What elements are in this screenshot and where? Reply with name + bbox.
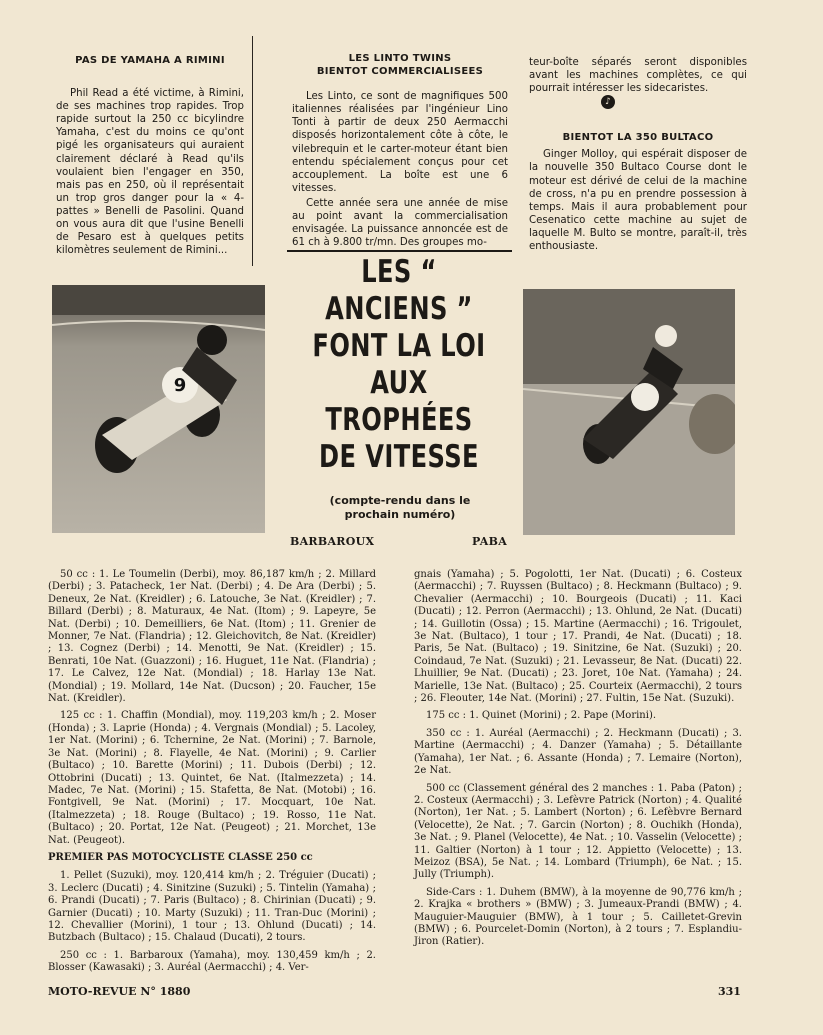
results-125cc: 125 cc : 1. Chaffin (Mondial), moy. 119,203 km/h ; 2. Moser (Honda) ; 3. Laprie (Honda) ; 4. Vergnais (Mondial) ; 5. Lacoley, 1er Nat. (Morini) ; 6. Tchernine, 2e Nat. (Morini) ; 7. Barnole, 3e Nat. (Morini) ; 8. Flayelle, 4e Nat. (Morini) ; 9. Carlier (Bultaco) ; 10. Barette (Morini) ; 11. Dubois (Derbi) ; 12. Ottobrini (Ducati) ; 13. Quintet, 6e Nat. (Italmezzeta) ; 14. Madec, 7e Nat. (Morini) ; 15. Stafetta, 8e Nat. (Motobi) ; 16. Fontgivell, 9e Nat. (Morini) ; 17. Mocquart, 10e Nat. (Italmezzeta) ; 18. Rouge (Bultaco) ; 19. Rosso, 11e Nat. (Bultaco) ; 20. Portat, 12e Nat. (Peugeot) ; 21. Morchet, 13e Nat. (Peugeot). xyxy=(48,710,376,846)
caption-barbaroux: BARBAROUX xyxy=(290,535,375,548)
middle-article-heading-2: BIENTOT COMMERCIALISEES xyxy=(316,66,484,78)
results-50cc: 50 cc : 1. Le Toumelin (Derbi), moy. 86,187 km/h ; 2. Millard (Derbi) ; 3. Patacheck, 1er Nat. (Derbi) ; 4. De Ara (Derbi) ; 5. Deneux, 2e Nat. (Kreidler) ; 6. Latouche, 3e Nat. (Kreidler) ; 7. Billard (Derbi) ; 8. Maturaux, 4e Nat. (Itom) ; 9. Lapeyre, 5e Nat. (Derbi) ; 10. Demeilliers, 6e Nat. (Itom) ; 11. Grenier de Monner, 7e Nat. (Flandria) ; 12. Gleichovitch, 8e Nat. (Kreidler) ; 13. Cognez (Derbi) ; 14. Menotti, 9e Nat. (Kreidler) ; 15. Benrati, 10e Nat. (Guazzoni) ; 16. Huguet, 11e Nat. (Flandria) ; 17. Le Calvez, 12e Nat. (Mondial) ; 18. Harlay 13e Nat. (Mondial) ; 19. Mollard, 14e Nat. (Ducson) ; 20. Faucher, 15e Nat. (Kreidler). xyxy=(48,569,376,705)
feature-title xyxy=(309,254,488,476)
right-article-heading: BIENTOT LA 350 BULTACO xyxy=(562,132,714,144)
caption-paba: PABA xyxy=(472,535,508,548)
left-article xyxy=(56,54,244,259)
motorcycle-photo-right xyxy=(523,289,735,535)
feature-subtitle xyxy=(300,494,500,522)
music-note-icon: ♪ xyxy=(601,95,615,109)
title-line-3: AUX xyxy=(370,365,428,401)
right-article-continued: teur-boîte séparés seront disponibles avant les machines complètes, ce qui pourrait intéresser les sidecaristes. xyxy=(529,57,747,95)
results-500cc: 500 cc (Classement général des 2 manches : 1. Paba (Paton) ; 2. Costeux (Aermacchi) ; 3. Lefèvre Patrick (Norton) ; 4. Qualité (Norton), 1er Nat. ; 5. Lambert (Norton) ; 6. Lefèbvre Bernard (Velocette), 2e Nat. ; 7. Garcin (Norton) ; 8. Ouchikh (Honda), 3e Nat. ; 9. Planel (Velocette), 4e Nat. ; 10. Vasselin (Velocette) ; 11. Galtier (Norton) à 1 tour ; 12. Appietto (Velocette) ; 13. Meizoz (BSA), 5e Nat. ; 14. Lombard (Triumph), 6e Nat. ; 15. Jully (Triumph). xyxy=(414,782,742,881)
photo-barbaroux xyxy=(52,285,265,533)
column-divider xyxy=(252,36,253,266)
left-article-heading: PAS DE YAMAHA A RIMINI xyxy=(75,55,225,66)
title-line-2: FONT LA LOI xyxy=(312,328,486,364)
magazine-footer: MOTO-REVUE N° 1880 xyxy=(48,985,191,998)
middle-article-para-1: Les Linto, ce sont de magnifiques 500 italiennes réalisées par l'ingénieur Lino Tonti à partir de deux 250 Aermacchi disposés horizontalement côte à côte, le vilebrequin et le carter-moteur étant bien entendu spécialement conçus pour cet accouplement. La boîte est une 6 vitesses. xyxy=(292,91,508,194)
title-line-4: TROPHÉES xyxy=(325,402,473,438)
results-250cc-continued: gnais (Yamaha) ; 5. Pogolotti, 1er Nat. (Ducati) ; 6. Costeux (Aermacchi) ; 7. Ruyssen (Bultaco) ; 8. Heckmann (Bultaco) ; 9. Chevalier (Aermacchi) ; 10. Bourgeois (Ducati) ; 11. Kaci (Ducati) ; 12. Perron (Aermacchi) ; 13. Ohlund, 2e Nat. (Ducati) ; 14. Guillotin (Ossa) ; 15. Martine (Aermacchi) ; 16. Trigoulet, 3e Nat. (Bultaco), 1 tour ; 17. Prandi, 4e Nat. (Ducati) ; 18. Paris, 5e Nat. (Bultaco) ; 19. Sinitzine, 6e Nat. (Suzuki) ; 20. Coindaud, 7e Nat. (Suzuki) ; 21. Levasseur, 8e Nat. (Ducati) 22. Lhuillier, 9e Nat. (Ducati) ; 23. Joret, 10e Nat. (Yamaha) ; 24. Marielle, 13e Nat. (Bultaco) ; 25. Courteix (Aermacchi), 2 tours ; 26. Fleouter, 14e Nat. (Morini) ; 27. Fultin, 15e Nat. (Suzuki). xyxy=(414,569,742,705)
title-rule xyxy=(287,250,512,252)
title-line-1: LES “ ANCIENS ” xyxy=(325,254,473,327)
title-line-5: DE VITESSE xyxy=(319,439,479,475)
left-article-body: Phil Read a été victime, à Rimini, de ses machines trop rapides. Trop rapide surtout la 250 cc bicylindre Yamaha, c'est du moins ce qu'ont pigé les organisateurs qui auraient clairement déclaré à Read qu'ils voulaient bien l'engager en 350, mais pas en 250, où il représentait un trop gros danger pour la « 4-pattes » Benelli de Pasolini. Quand on vous aura dit que l'usine Benelli de Pesaro est à quelques petits kilomètres seulement de Rimini... xyxy=(56,88,244,257)
subtitle-line-2: prochain numéro) xyxy=(344,508,456,521)
results-sidecars: Side-Cars : 1. Duhem (BMW), à la moyenne de 90,776 km/h ; 2. Krajka « brothers » (BMW) ; 3. Jumeaux-Prandi (BMW) ; 4. Mauguier-Mauguier (BMW), à 1 tour ; 5. Cailletet-Grevin (BMW) ; 6. Pourcelet-Domin (Norton), à 2 tours ; 7. Esplandiu-Jiron (Ratier). xyxy=(414,886,742,948)
right-article-body: Ginger Molloy, qui espérait disposer de la nouvelle 350 Bultaco Course dont le moteur est dérivé de celui de la machine de cross, n'a pu en prendre possession à temps. Mais il aura probablement pour Cesenatico cette machine au sujet de laquelle M. Bulto se montre, paraît-il, très enthousiaste. xyxy=(529,149,747,253)
middle-article xyxy=(292,52,508,251)
subtitle-line-1: (compte-rendu dans le xyxy=(329,494,471,507)
results-right-column xyxy=(414,569,742,954)
motorcycle-photo-left xyxy=(52,285,265,533)
middle-article-heading-1: LES LINTO TWINS xyxy=(348,53,452,64)
race-number: 9 xyxy=(173,375,187,396)
results-premier-pas: 1. Pellet (Suzuki), moy. 120,414 km/h ; 2. Tréguier (Ducati) ; 3. Leclerc (Ducati) ; 4. Sinitzine (Suzuki) ; 5. Tintelin (Yamaha) ; 6. Prandi (Ducati) ; 7. Paris (Bultaco) ; 8. Chirinian (Ducati) ; 9. Garnier (Ducati) ; 10. Marty (Suzuki) ; 11. Tran-Duc (Morini) ; 12. Chevallier (Morini), 1 tour ; 13. Ohlund (Ducati) ; 14. Butzbach (Bultaco) ; 15. Chalaud (Ducati), 2 tours. xyxy=(48,870,376,944)
results-175cc: 175 cc : 1. Quinet (Morini) ; 2. Pape (Morini). xyxy=(426,710,657,722)
photo-paba xyxy=(523,289,735,535)
results-left-column xyxy=(48,569,376,980)
middle-article-para-2: Cette année sera une année de mise au point avant la commercialisation envisagée. La puissance annoncée est de 61 ch à 9.800 tr/mn. Des groupes mo- xyxy=(292,197,508,249)
results-350cc: 350 cc : 1. Auréal (Aermacchi) ; 2. Heckmann (Ducati) ; 3. Martine (Aermacchi) ; 4. Danzer (Yamaha) ; 5. Détaillante (Yamaha), 1er Nat. ; 6. Assante (Honda) ; 7. Lemaire (Norton), 2e Nat. xyxy=(414,727,742,777)
right-article xyxy=(529,56,747,255)
premier-pas-heading: PREMIER PAS MOTOCYCLISTE CLASSE 250 cc xyxy=(48,851,313,863)
results-250cc-start: 250 cc : 1. Barbaroux (Yamaha), moy. 130,459 km/h ; 2. Blosser (Kawasaki) ; 3. Auréal (Aermacchi) ; 4. Ver- xyxy=(48,949,376,974)
page-number: 331 xyxy=(718,985,741,998)
